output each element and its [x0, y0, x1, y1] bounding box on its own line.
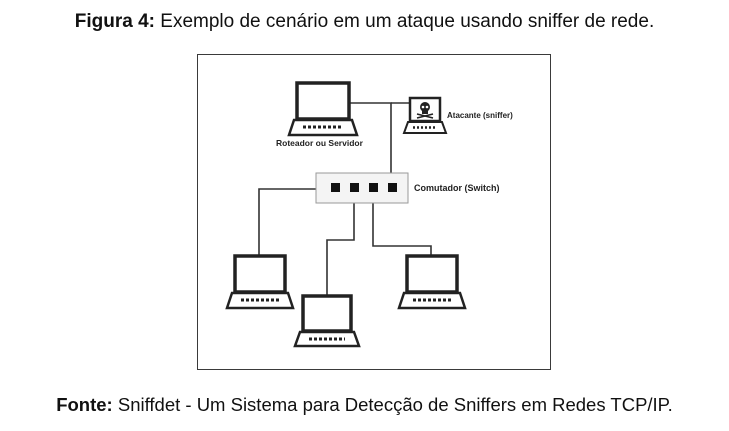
switch-port-1: [331, 183, 340, 192]
router-laptop-icon: [289, 83, 357, 135]
client-laptop-right-icon: [399, 256, 465, 308]
source-label: Fonte:: [56, 394, 113, 415]
switch-device: [316, 173, 408, 203]
attacker-label: Atacante (sniffer): [447, 111, 513, 120]
switch-label: Comutador (Switch): [414, 183, 500, 193]
switch-port-2: [350, 183, 359, 192]
cable-client-middle: [327, 193, 354, 296]
source-text: Sniffdet - Um Sistema para Detecção de Sniffers em Redes TCP/IP.: [117, 394, 673, 415]
figure-title: Exemplo de cenário em um ataque usando sniffer de rede.: [160, 11, 655, 32]
figure-label: Figura 4:: [74, 11, 155, 32]
client-laptop-middle-icon: [295, 296, 359, 346]
switch-port-3: [369, 183, 378, 192]
router-label: Roteador ou Servidor: [276, 138, 363, 148]
switch-port-4: [388, 183, 397, 192]
attacker-laptop-icon: [404, 98, 446, 133]
client-laptop-left-icon: [227, 256, 293, 308]
source-caption: [0, 394, 729, 416]
